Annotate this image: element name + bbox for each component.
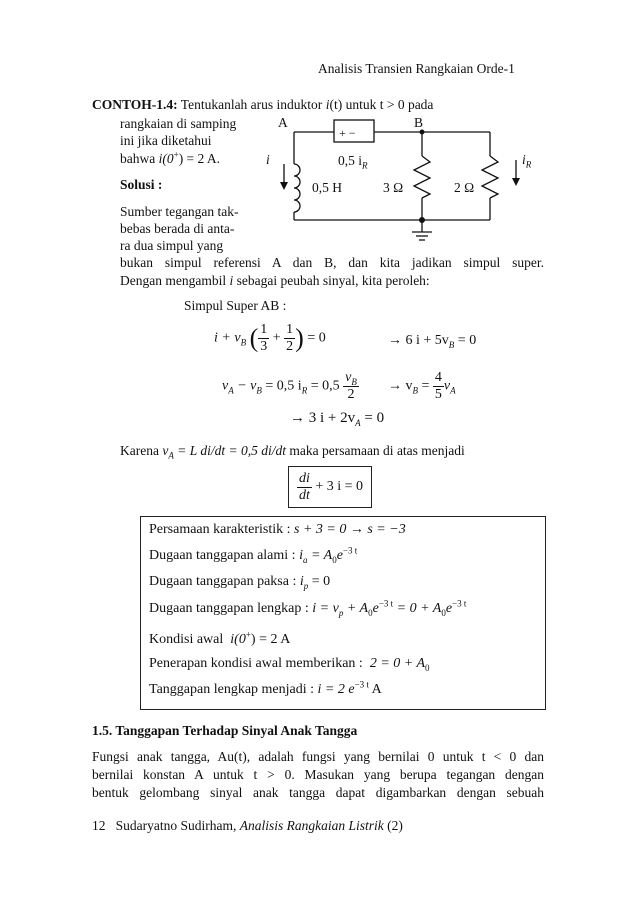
example-line-2: rangkaian di samping [120,116,237,131]
differential-equation-box: $\frac{di}{dt}$ + 3 i = 0 [288,466,372,508]
footer-volume: (2) [387,818,403,833]
page-number: 12 [92,818,106,833]
summary-row-characteristic: Persamaan karakteristik : s + 3 = 0 → s = −3 [149,522,406,537]
summary-row-final: Tanggapan lengkap menjadi : i = 2 $e^{-3 t}$ A [149,679,382,697]
resistor-2-label: 2 Ω [454,180,475,195]
section-line-2: bernilai konstan A untuk t > 0. Masukan yang berupa tegangan dengan [92,767,544,782]
summary-row-apply: Penerapan kondisi awal memberikan : $2 = 0 + A_0$ [149,656,430,673]
example-line-3: ini jika diketahui [120,133,212,148]
summary-row-forced: Dugaan tanggapan paksa : $i_p = 0$ [149,574,331,591]
solution-line-5: Dengan mengambil i sebagai peubah sinyal, kita peroleh: [120,273,430,288]
section-line-3: bentuk gelombang sinyal anak tangga dapat digambarkan dengan sebuah [92,785,544,800]
node-b-label: B [414,115,424,130]
current-i-label: i [266,152,270,167]
source-polarity: + − [339,126,356,140]
summary-row-complete: Dugaan tanggapan lengkap : $i = v_p + A_0e^{-3 t} = 0 + A_0e^{-3 t}$ [149,598,467,618]
example-statement: CONTOH-1.4: Tentukanlah arus induktor i(t) untuk t > 0 pada [92,97,434,112]
solution-line-3: ra dua simpul yang [120,238,224,253]
equation-3: → 3 $i + 2v_A = 0$ [290,410,385,428]
source-value-label: 0,5 $i_R$ [338,153,368,171]
example-line-4: bahwa i(0+) = 2 A. [120,149,221,166]
summary-row-natural: Dugaan tanggapan alami : $i_a = A_0e^{-3 t}$ [149,545,358,565]
resistor-3-label: 3 Ω [383,180,404,195]
current-ir-label: $i_R$ [522,152,532,170]
equation-1: $i + v_B$ ( $\frac{1}{3}$ + $\frac{1}{2}$ ) = 0 [214,322,326,354]
node-a-label: A [278,115,288,130]
equation-1-result: → 6 $i + 5v_B = 0$ [388,333,477,350]
equation-2: $v_A - v_B = 0,5$ $i_R = 0,5$ $\frac{v_B}{2}$ [222,370,357,402]
solution-line-4: bukan simpul referensi A dan B, dan kita jadikan simpul super. [120,255,544,270]
section-heading: 1.5. Tanggapan Terhadap Sinyal Anak Tangga [92,723,358,738]
running-header: Analisis Transien Rangkaian Orde-1 [318,61,515,76]
section-line-1: Fungsi anak tangga, Au(t), adalah fungsi yang bernilai 0 untuk t < 0 dan [92,749,544,764]
footer-author: Sudaryatno Sudirham, [115,818,237,833]
karena-line: Karena $v_A = L$ di/dt = 0,5 di/dt maka persamaan di atas menjadi [120,443,465,461]
page-footer [92,817,403,834]
footer-book: Analisis Rangkaian Listrik [239,818,384,833]
solution-heading: Solusi : [120,177,163,192]
solution-line-1: Sumber tegangan tak- [120,204,239,219]
summary-row-initial: Kondisi awal i(0+) = 2 A [149,629,291,647]
supernode-label: Simpul Super AB : [184,298,287,313]
equation-2-result: → $v_B$ = $\frac{4}{5}$ $v_A$ [388,370,456,402]
example-label: CONTOH-1.4: [92,97,178,112]
inductor-label: 0,5 H [312,180,342,195]
solution-line-2: bebas berada di anta- [120,221,235,236]
circuit-diagram [262,112,542,244]
